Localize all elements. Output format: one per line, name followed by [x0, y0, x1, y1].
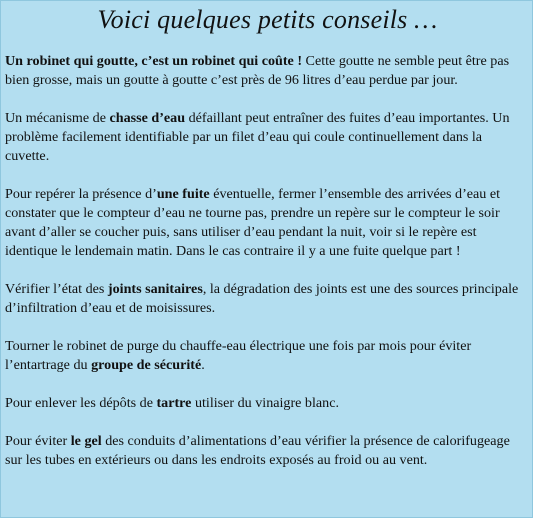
tip-highlight: le gel [70, 433, 102, 449]
tip-paragraph-frost [5, 432, 527, 470]
page-title: Voici quelques petits conseils … [97, 5, 438, 34]
tip-text: des conduits d’alimentations d’eau vérifier la présence de calorifugeage sur les tubes en extérieurs ou dans les endroits exposés au froid ou au vent. [5, 433, 510, 468]
tip-text: éventuelle, fermer l’ensemble des arrivées d’eau et constater que le compteur d’eau ne tourne pas, prendre un repère sur le compteur le soir avant d’aller se coucher puis, sans utiliser d’eau pendant la nuit, voir si le repère est identique le lendemain matin. Dans le cas contraire il y a une fuite quelque part ! [5, 186, 501, 259]
tip-paragraph-seals [5, 280, 527, 318]
tip-highlight: une fuite [156, 186, 210, 202]
tip-text: Vérifier l’état des [5, 281, 108, 297]
tip-text: Pour enlever les dépôts de [5, 395, 157, 411]
tip-highlight: Un robinet qui goutte, c’est un robinet qui coûte ! [5, 53, 303, 69]
tip-text: . [201, 357, 205, 373]
tip-paragraph-dripping-tap [5, 52, 527, 90]
tip-paragraph-limescale [5, 394, 527, 413]
tip-highlight: chasse d’eau [109, 110, 186, 126]
tip-text: Tourner le robinet de purge du chauffe-eau électrique une fois par mois pour éviter l’entartrage du [5, 338, 472, 373]
tip-highlight: tartre [156, 395, 192, 411]
tip-text: Pour éviter [5, 433, 71, 449]
tip-text: Un mécanisme de [5, 110, 110, 126]
tip-paragraph-flush [5, 109, 527, 166]
tip-highlight: groupe de sécurité [91, 357, 202, 373]
tip-paragraph-water-heater [5, 337, 527, 375]
tip-text: Pour repérer la présence d’ [5, 186, 157, 202]
tip-paragraph-leak [5, 185, 527, 261]
tips-content [5, 52, 527, 470]
tip-text: défaillant peut entraîner des fuites d’eau importantes. Un problème facilement identifiable par un filet d’eau qui coule continuellement dans la cuvette. [5, 110, 510, 164]
tip-highlight: joints sanitaires [107, 281, 203, 297]
tip-text: Cette goutte ne semble peut être pas bien grosse, mais un goutte à goutte c’est près de 96 litres d’eau perdue par jour. [5, 53, 510, 88]
tip-text: , la dégradation des joints est une des sources principale d’infiltration d’eau et de moisissures. [5, 281, 519, 316]
tip-text: utiliser du vinaigre blanc. [191, 395, 339, 411]
